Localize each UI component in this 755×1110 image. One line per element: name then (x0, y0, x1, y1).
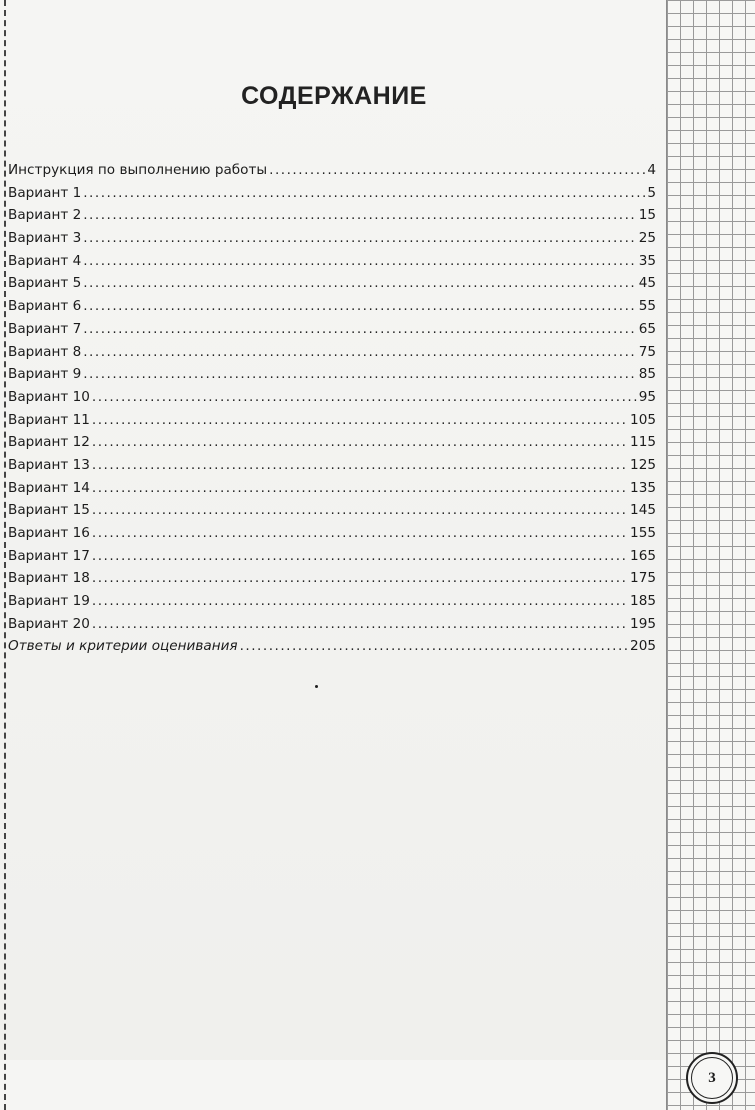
toc-entry (8, 525, 656, 548)
dot-leader (92, 502, 628, 518)
dot-leader (92, 593, 628, 609)
toc-entry-page: 15 (638, 207, 656, 224)
toc-entry (8, 321, 656, 344)
toc-entry (8, 207, 656, 230)
toc-entry (8, 434, 656, 457)
toc-entry-page: 25 (638, 230, 656, 247)
toc-entry-page: 45 (638, 275, 656, 292)
toc-entry (8, 162, 656, 185)
toc-entry (8, 366, 656, 389)
toc-entry-page: 105 (630, 411, 656, 428)
dot-leader (83, 321, 636, 337)
dot-leader (92, 616, 628, 632)
dot-leader (83, 298, 636, 314)
toc-entry-label: Вариант 17 (8, 547, 90, 564)
dot-leader (92, 389, 637, 405)
dot-leader (240, 638, 628, 654)
dot-leader (83, 207, 636, 223)
toc-entry-page: 85 (638, 366, 656, 383)
toc-entry-page: 4 (647, 162, 656, 178)
toc-entry (8, 457, 656, 480)
toc-entry (8, 593, 656, 616)
toc-entry (8, 389, 656, 412)
toc-entry-label: Инструкция по выполнению работы (8, 162, 268, 178)
toc-entry-label: Вариант 5 (8, 275, 82, 292)
toc-entry (8, 638, 656, 661)
dot-leader (83, 230, 636, 246)
toc-entry (8, 616, 656, 639)
dot-leader (92, 457, 628, 473)
dot-leader (83, 185, 645, 201)
dot-leader (83, 275, 636, 291)
toc-entry (8, 412, 656, 435)
dot-leader (92, 525, 628, 541)
toc-entry-label: Вариант 12 (8, 434, 90, 451)
dot-leader (83, 253, 636, 269)
toc-entry (8, 275, 656, 298)
dot-leader (92, 412, 628, 428)
dot-leader (92, 548, 628, 564)
toc-entry (8, 548, 656, 571)
toc-entry-page: 195 (630, 615, 656, 632)
toc-entry-label: Вариант 11 (8, 411, 90, 428)
toc-entry-label: Ответы и критерии оценивания (8, 638, 238, 655)
dot-leader (92, 480, 628, 496)
page-number-badge (686, 1052, 738, 1104)
toc-entry-label: Вариант 6 (8, 298, 82, 315)
toc-entry-label: Вариант 1 (8, 184, 82, 201)
toc-entry-label: Вариант 7 (8, 320, 82, 337)
ink-dot (315, 685, 318, 688)
dot-leader (92, 434, 628, 450)
toc-entry-label: Вариант 16 (8, 525, 90, 541)
toc-entry-label: Вариант 2 (8, 207, 82, 224)
toc-entry-page: 145 (630, 502, 656, 519)
dashed-cut-line (4, 0, 6, 1110)
toc-entry-label: Вариант 14 (8, 479, 90, 496)
toc-entry-page: 125 (630, 456, 656, 473)
toc-entry-page: 135 (630, 479, 656, 496)
toc-entry (8, 253, 656, 276)
toc-entry-page: 115 (630, 434, 656, 451)
grid-margin (666, 0, 755, 1110)
toc-entry (8, 502, 656, 525)
toc-entry-label: Вариант 8 (8, 343, 82, 360)
toc-entry-page: 75 (638, 343, 656, 360)
page-number: 3 (691, 1057, 733, 1099)
toc-entry-label: Вариант 13 (8, 456, 90, 473)
dot-leader (269, 162, 645, 178)
toc-entry-label: Вариант 10 (8, 388, 90, 405)
toc-entry (8, 480, 656, 503)
page-title: СОДЕРЖАНИЕ (241, 82, 427, 110)
toc-entry-label: Вариант 18 (8, 570, 90, 587)
toc-entry (8, 230, 656, 253)
toc-entry-page: 55 (638, 298, 656, 315)
toc-entry (8, 298, 656, 321)
toc-entry-page: 205 (630, 638, 656, 655)
toc-entry-label: Вариант 19 (8, 593, 90, 610)
toc-entry-label: Вариант 15 (8, 502, 90, 519)
toc-entry-label: Вариант 3 (8, 230, 82, 247)
table-of-contents (8, 162, 656, 661)
toc-entry-page: 65 (638, 320, 656, 337)
toc-entry-page: 155 (630, 525, 656, 541)
toc-entry-label: Вариант 9 (8, 366, 82, 383)
toc-entry-page: 5 (647, 184, 656, 201)
dot-leader (83, 366, 636, 382)
toc-entry-label: Вариант 4 (8, 252, 82, 269)
toc-entry-label: Вариант 20 (8, 615, 90, 632)
toc-entry-page: 95 (638, 388, 656, 405)
toc-entry-page: 165 (630, 547, 656, 564)
toc-entry-page: 175 (630, 570, 656, 587)
dot-leader (83, 344, 636, 360)
toc-entry-page: 185 (630, 593, 656, 610)
toc-entry-page: 35 (638, 252, 656, 269)
dot-leader (92, 570, 628, 586)
toc-entry (8, 344, 656, 367)
toc-entry (8, 185, 656, 208)
toc-entry (8, 570, 656, 593)
